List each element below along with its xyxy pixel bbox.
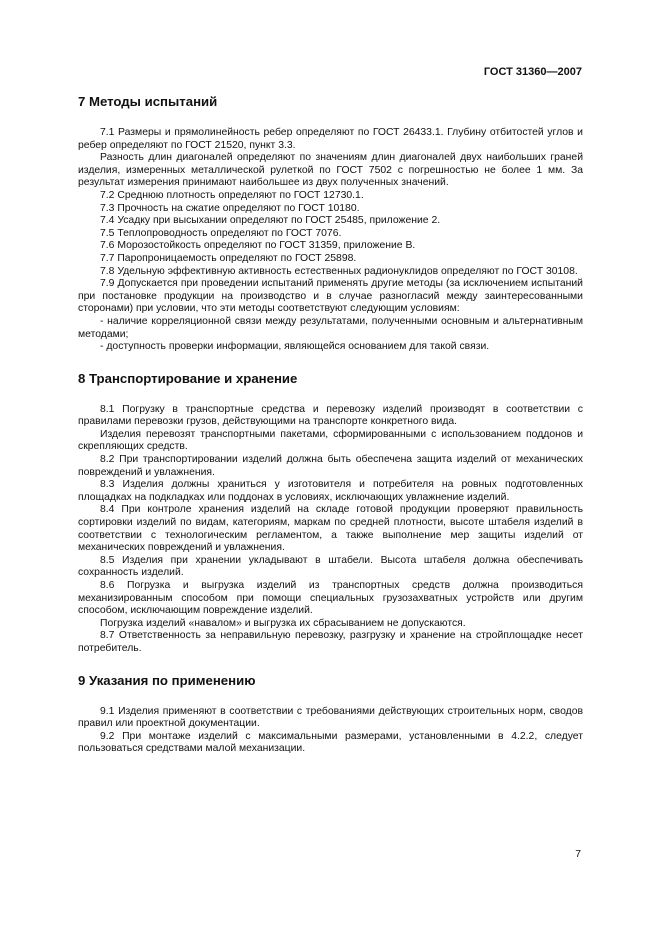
paragraph: 7.1 Размеры и прямолинейность ребер определяют по ГОСТ 26433.1. Глубину отбитостей углов и ребер определяют по ГОСТ 21520, пункт 3.3. (78, 127, 583, 151)
paragraph: 7.6 Морозостойкость определяют по ГОСТ 31359, приложение В. (100, 240, 416, 252)
paragraph: Разность длин диагоналей определяют по значениям длин диагоналей двух наибольших граней изделия, измеренных металлической рулеткой по ГОСТ 7502 с погрешностью не более 1 мм. За результат измерения принимают наибольшее из двух полученных значений. (78, 152, 583, 189)
paragraph: Изделия перевозят транспортными пакетами, сформированными с использованием поддонов и скрепляющих средств. (78, 428, 583, 453)
section-8-title: 8 Транспортирование и хранение (78, 370, 298, 386)
paragraph: 7.2 Среднюю плотность определяют по ГОСТ 12730.1. (100, 189, 364, 201)
paragraph: 7.5 Теплопроводность определяют по ГОСТ 7076. (100, 227, 342, 239)
page-number: 7 (575, 849, 581, 860)
paragraph: 7.7 Паропроницаемость определяют по ГОСТ 25898. (100, 252, 357, 264)
paragraph: 7.4 Усадку при высыхании определяют по ГОСТ 25485, приложение 2. (100, 215, 441, 227)
paragraph: 8.5 Изделия при хранении укладывают в штабели. Высота штабеля должна обеспечивать сохранность изделий. (78, 554, 583, 579)
document-code: ГОСТ 31360—2007 (483, 66, 582, 78)
section-gap (78, 354, 583, 371)
section-gap (78, 656, 583, 673)
paragraph: 8.6 Погрузка и выгрузка изделий из транспортных средств должна производиться механизированным способом при помощи специальных грузозахватных устройств или другим способом, исключающим повреждение изделий. (78, 580, 583, 617)
paragraph: 7.3 Прочность на сжатие определяют по ГОСТ 10180. (100, 202, 360, 214)
paragraph: 8.3 Изделия должны храниться у изготовителя и потребителя на ровных подготовленных площадках на подкладках или поддонах в условиях, исключающих увлажнение изделий. (78, 479, 583, 503)
list-item: - наличие корреляционной связи между результатами, полученными основным и альтернативным методами; (78, 315, 583, 340)
paragraph: 8.1 Погрузку в транспортные средства и перевозку изделий производят в соответствии с правилами перевозки грузов, действующими на транспорте конкретного вида. (78, 403, 583, 428)
section-9-title: 9 Указания по применению (78, 672, 256, 688)
paragraph: 9.2 При монтаже изделий с максимальными размерами, установленными в 4.2.2, следует пользоваться средствами малой механизации. (78, 730, 583, 755)
paragraph: 8.4 При контроле хранения изделий на складе готовой продукции проверяют правильность сортировки изделий по видам, категориям, маркам по средней плотности, высоте штабеля изделий в соответствии с технологическим регламентом, а также выполнение мер защиты изделий от механических повреждений и увлажнения. (78, 504, 583, 554)
document-body (78, 94, 583, 756)
paragraph: 7.8 Удельную эффективную активность естественных радионуклидов определяют по ГОСТ 30108. (100, 265, 578, 277)
list-item: - доступность проверки информации, являющейся основанием для такой связи. (100, 341, 490, 353)
paragraph: 7.9 Допускается при проведении испытаний применять другие методы (за исключением испытаний при постановке продукции на производство и в случае разногласий между заинтересованными сторонами) при условии, что эти методы соответствуют следующим условиям: (78, 278, 583, 315)
paragraph: 8.2 При транспортировании изделий должна быть обеспечена защита изделий от механических повреждений и увлажнения. (78, 454, 583, 478)
section-7-title: 7 Методы испытаний (78, 94, 218, 109)
paragraph: 8.7 Ответственность за неправильную перевозку, разгрузку и хранение на стройплощадке несет потребитель. (78, 630, 583, 654)
paragraph: 9.1 Изделия применяют в соответствии с требованиями действующих строительных норм, сводов правил или проектной документации. (78, 705, 583, 730)
paragraph: Погрузка изделий «навалом» и выгрузка их сбрасыванием не допускаются. (100, 617, 466, 629)
